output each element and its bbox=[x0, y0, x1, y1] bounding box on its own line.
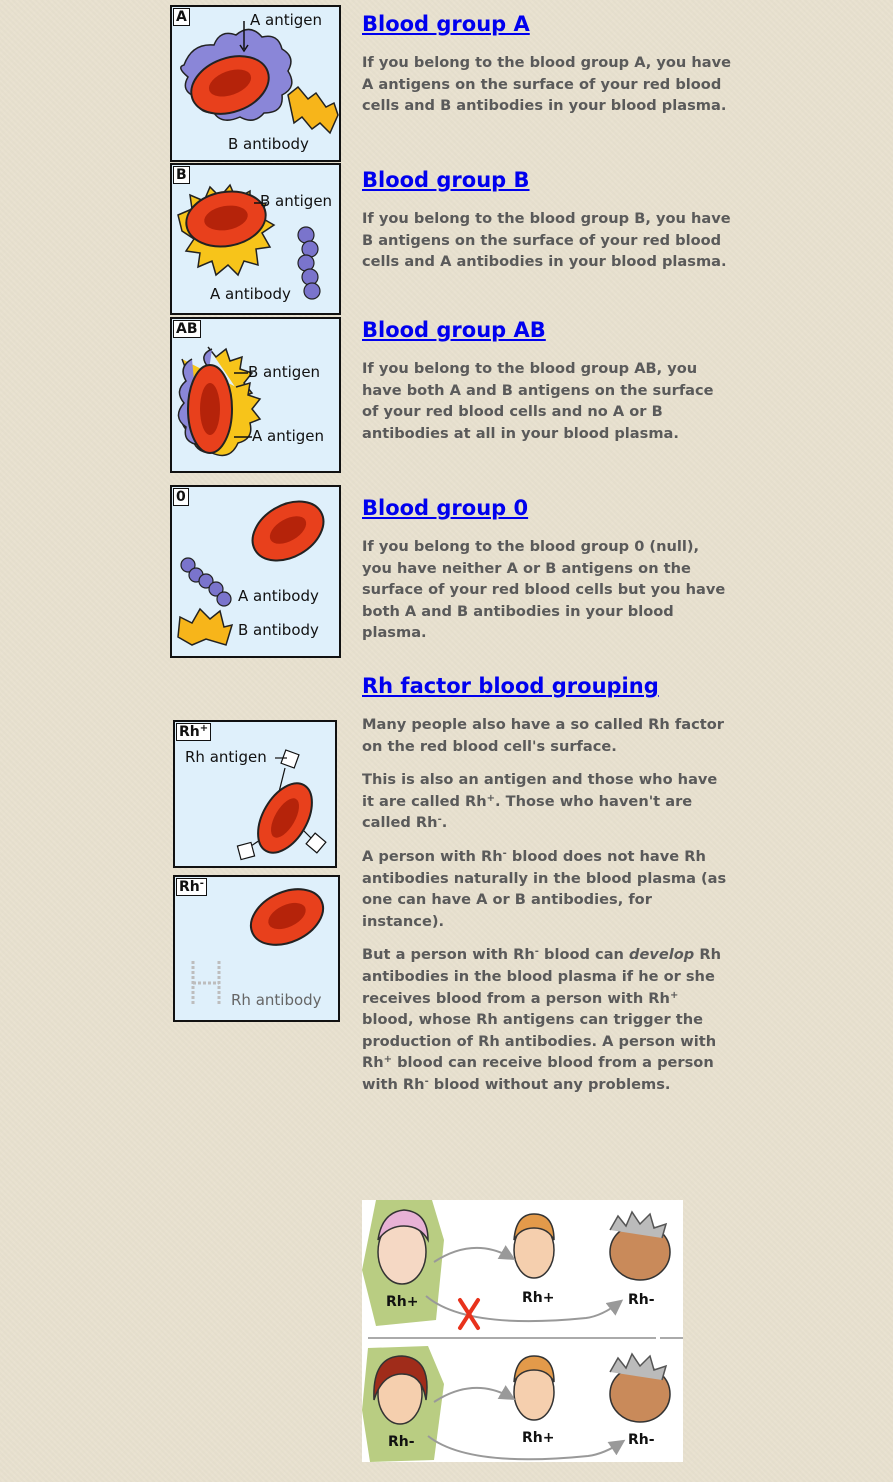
antigen-b-label: B antigen bbox=[248, 363, 321, 381]
panel-tag: B bbox=[173, 166, 190, 184]
section-title bbox=[362, 318, 734, 342]
panel-tag: A bbox=[173, 8, 190, 26]
rh-transfusion-figure bbox=[362, 1200, 683, 1462]
transfusion-diagram bbox=[362, 1200, 683, 1462]
panel-rh-negative bbox=[173, 875, 340, 1022]
panel-blood-group-ab bbox=[170, 317, 341, 473]
rh-antigen-label: Rh antigen bbox=[185, 748, 267, 766]
blood-cell-ab-illustration bbox=[172, 319, 341, 473]
antibody-label: B antibody bbox=[228, 135, 309, 153]
section-title bbox=[362, 168, 734, 192]
rh-paragraph-2: This is also an antigen and those who have it are called Rh+. Those who haven't are called Rh-. bbox=[362, 771, 718, 832]
section-text: If you belong to the blood group AB, you have both A and B antigens on the surface of your red blood cells and no A or B antibodies at all in your blood plasma. bbox=[362, 360, 714, 442]
rh-paragraph-3: A person with Rh- blood does not have Rh antibodies naturally in the blood plasma (as one can have A or B antibodies, for instance). bbox=[362, 847, 727, 930]
top-recipient-1-label: Rh+ bbox=[522, 1290, 555, 1306]
panel-rh-positive bbox=[173, 720, 337, 868]
antigen-label: A antigen bbox=[250, 11, 323, 29]
panel-blood-group-a bbox=[170, 5, 341, 162]
section-title bbox=[362, 12, 734, 36]
bottom-recipient-2-label: Rh- bbox=[628, 1432, 655, 1448]
antibody-label: A antibody bbox=[210, 285, 291, 303]
antibody-b-label: B antibody bbox=[238, 621, 319, 639]
blood-group-b-link[interactable]: Blood group B bbox=[362, 168, 530, 192]
panel-tag: Rh- bbox=[176, 878, 207, 896]
panel-blood-group-b bbox=[170, 163, 341, 315]
blood-group-a-link[interactable]: Blood group A bbox=[362, 12, 530, 36]
rh-antibody-label: Rh antibody bbox=[231, 991, 322, 1009]
blood-group-ab-link[interactable]: Blood group AB bbox=[362, 318, 546, 342]
blood-group-0-link[interactable]: Blood group 0 bbox=[362, 496, 529, 520]
rh-paragraph-4: But a person with Rh- blood can develop Rh antibodies in the blood plasma if he or she receives blood from a person with Rh+ blood, whose Rh antigens can trigger the production of Rh antibodies. A person with Rh+ blood can receive blood from a person with Rh- blood without any problems. bbox=[362, 946, 721, 1093]
section-blood-group-a bbox=[362, 12, 734, 129]
section-title bbox=[362, 674, 734, 698]
bottom-donor-label: Rh- bbox=[388, 1434, 415, 1450]
antigen-label: B antigen bbox=[260, 192, 333, 210]
section-blood-group-ab bbox=[362, 318, 734, 456]
section-blood-group-0 bbox=[362, 496, 734, 656]
rh-factor-link[interactable]: Rh factor blood grouping bbox=[362, 674, 659, 698]
panel-tag: AB bbox=[173, 320, 201, 338]
rh-positive-cell-illustration bbox=[175, 722, 337, 868]
antibody-a-label: A antibody bbox=[238, 587, 319, 605]
top-donor-label: Rh+ bbox=[386, 1294, 419, 1310]
panel-blood-group-0 bbox=[170, 485, 341, 658]
section-title bbox=[362, 496, 734, 520]
section-text: If you belong to the blood group B, you have B antigens on the surface of your red blood cells and A antibodies in your blood plasma. bbox=[362, 210, 731, 271]
section-text: If you belong to the blood group 0 (null), you have neither A or B antigens on the surface of your red blood cells but you have both A and B antibodies in your blood plasma. bbox=[362, 538, 726, 642]
top-recipient-2-label: Rh- bbox=[628, 1292, 655, 1308]
rh-paragraph-1: Many people also have a so called Rh factor on the red blood cell's surface. bbox=[362, 716, 724, 755]
section-blood-group-b bbox=[362, 168, 734, 285]
section-text: If you belong to the blood group A, you have A antigens on the surface of your red blood cells and B antibodies in your blood plasma. bbox=[362, 54, 732, 115]
panel-tag: Rh+ bbox=[176, 723, 211, 741]
section-rh-factor bbox=[362, 674, 734, 1108]
panel-tag: 0 bbox=[173, 488, 189, 506]
antigen-a-label: A antigen bbox=[252, 427, 325, 445]
bottom-recipient-1-label: Rh+ bbox=[522, 1430, 555, 1446]
